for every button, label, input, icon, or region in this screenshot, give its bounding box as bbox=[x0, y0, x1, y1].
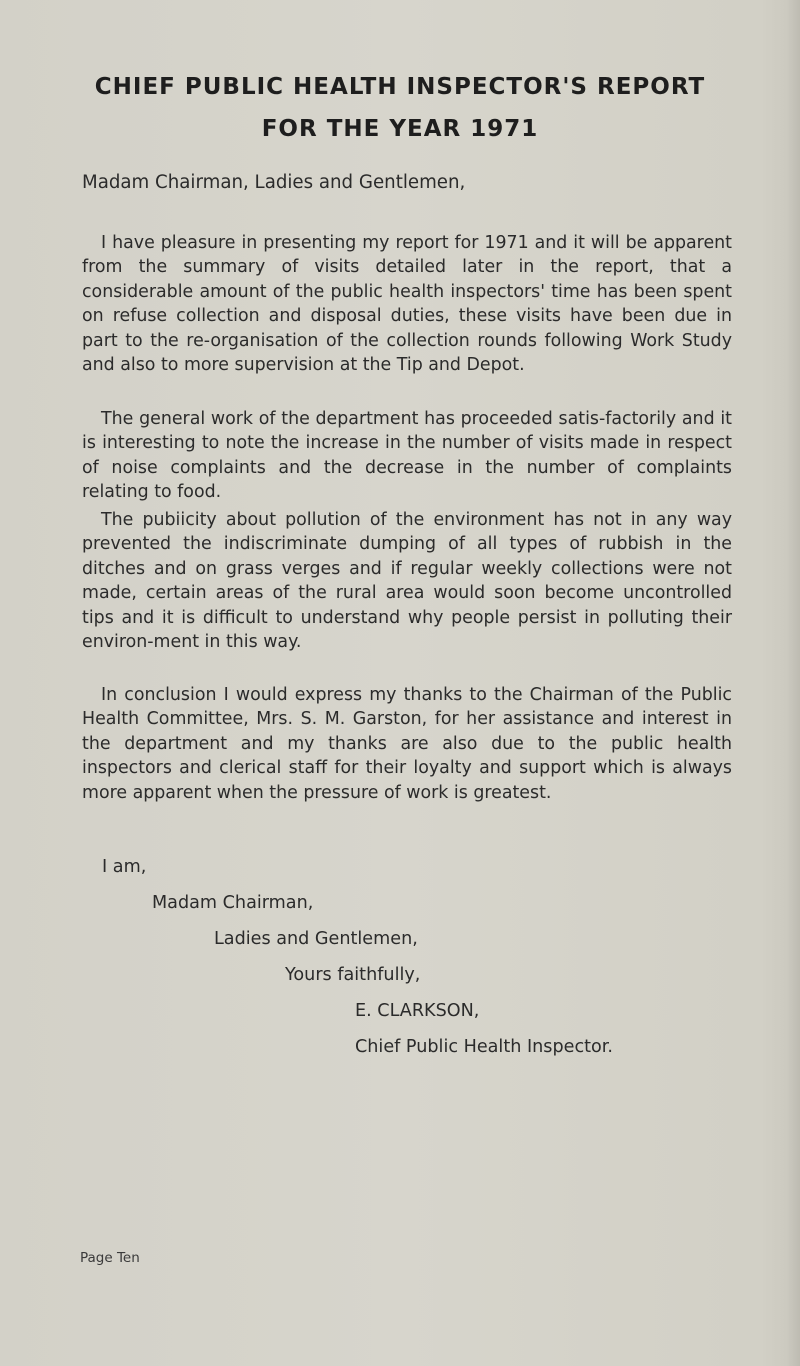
report-year: FOR THE YEAR 1971 bbox=[261, 116, 539, 142]
closing-madam-chairman: Madam Chairman, bbox=[152, 893, 314, 913]
salutation: Madam Chairman, Ladies and Gentlemen, bbox=[82, 172, 466, 193]
paragraph-general-work: The general work of the department has proceeded satis-factorily and it is interesting to note the increase in the number of visits made in respect of noise complaints and the decrease in the number of complaints relating to food. bbox=[82, 409, 732, 503]
paragraph-conclusion: In conclusion I would express my thanks to the Chairman of the Public Health Committee, Mrs. S. M. Garston, for her assistance and interest in the department and my thanks are also due to the public health inspectors and clerical staff for their loyalty and support which is always more apparent when the pressure of work is greatest. bbox=[82, 685, 732, 803]
report-title: CHIEF PUBLIC HEALTH INSPECTOR'S REPORT bbox=[94, 74, 706, 100]
signatory-position: Chief Public Health Inspector. bbox=[355, 1037, 614, 1057]
page-number: Page Ten bbox=[80, 1250, 140, 1266]
closing-yours-faithfully: Yours faithfully, bbox=[285, 965, 421, 985]
page-edge-shadow bbox=[786, 0, 800, 1366]
paragraph-pollution: The pubiicity about pollution of the environment has not in any way prevented the indiscriminate dumping of all types of rubbish in the ditches and on grass verges and if regular weekly collections were not made, certain areas of the rural area would soon become uncontrolled tips and it is difficult to understand why people persist in polluting their environ-ment in this way. bbox=[82, 510, 732, 653]
closing-i-am: I am, bbox=[102, 857, 147, 877]
closing-ladies-gentlemen: Ladies and Gentlemen, bbox=[214, 929, 418, 949]
signatory-name: E. CLARKSON, bbox=[355, 1001, 480, 1021]
paragraph-refuse-collection: I have pleasure in presenting my report for 1971 and it will be apparent from the summary of visits detailed later in the report, that a considerable amount of the public health inspectors' time has been spent on refuse collection and disposal duties, these visits have been due in part to the re-organisation of the collection rounds following Work Study and also to more supervision at the Tip and Depot. bbox=[82, 233, 732, 376]
